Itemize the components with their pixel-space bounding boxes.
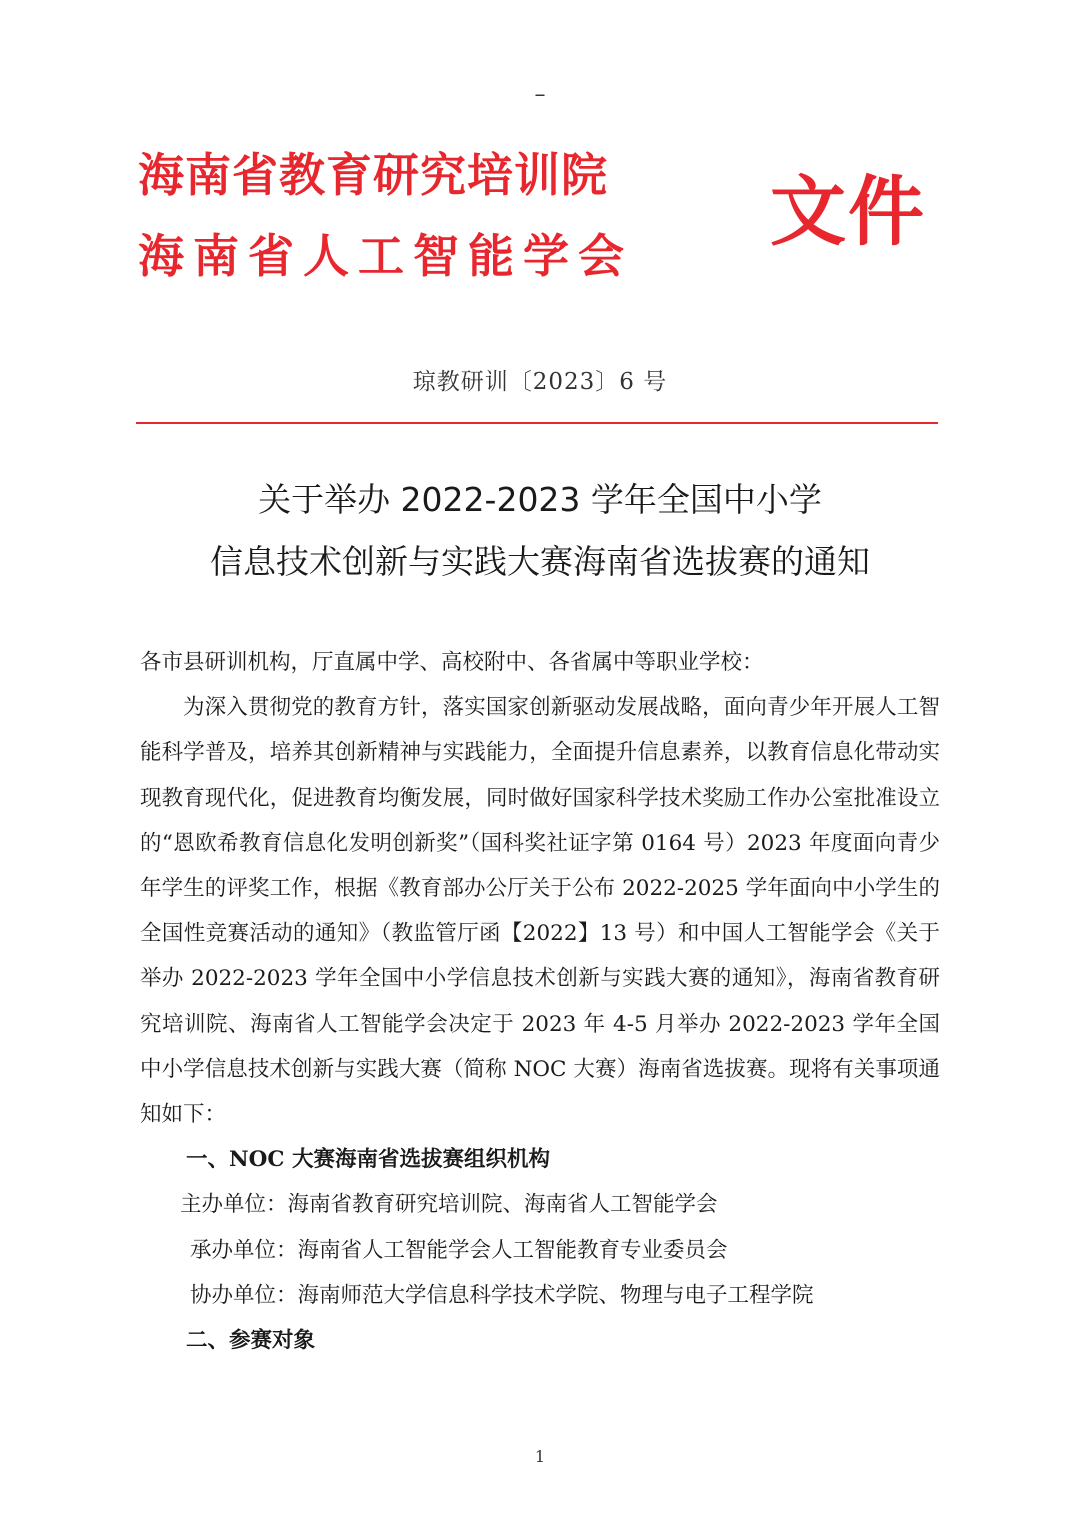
issuer-name-education-institute: 海南省教育研究培训院 [138,148,608,202]
issuer-name-ai-society: 海南省人工智能学会 [138,229,633,283]
page-top-mark: – [534,82,546,107]
document-number: 琼教研训〔2023〕6 号 [412,369,668,395]
notice-body [140,640,940,1363]
red-header-divider [136,422,938,424]
undertaker-line: 承办单位：海南省人工智能学会人工智能教育专业委员会 [190,1237,728,1263]
document-label: 文件 [770,167,926,256]
section-heading-participants: 二、参赛对象 [186,1328,316,1354]
section-heading-organization: 一、NOC 大赛海南省选拔赛组织机构 [186,1147,550,1173]
notice-title-line-1: 关于举办 2022-2023 学年全国中小学 [258,480,822,519]
intro-paragraph: 为深入贯彻党的教育方针，落实国家创新驱动发展战略，面向青少年开展人工智能科学普及，培养其创新精神与实践能力，全面提升信息素养，以教育信息化带动实现教育现代化，促进教育均衡发展，同时做好国家科学技术奖励工作办公室批准设立的“恩欧希教育信息化发明创新奖”（国科奖社证字第 0164 号）2023 年度面向青少年学生的评奖工作，根据《教育部办公厅关于公布 2022-2025 学年面向中小学生的全国性竞赛活动的通知》（教监管厅函【2022】13 号）和中国人工智能学会《关于举办 2022-2023 学年全国中小学信息技术创新与实践大赛的通知》，海南省教育研究培训院、海南省人工智能学会决定于 2023 年 4-5 月举办 2022-2023 学年全国中小学信息技术创新与实践大赛（简称 NOC 大赛）海南省选拔赛。现将有关事项通知如下： [140,695,940,1128]
page-number: 1 [534,1447,546,1466]
organizer-line: 主办单位：海南省教育研究培训院、海南省人工智能学会 [180,1192,718,1218]
notice-title-line-2: 信息技术创新与实践大赛海南省选拔赛的通知 [210,542,870,581]
co-organizer-line: 协办单位：海南师范大学信息科学技术学院、物理与电子工程学院 [190,1282,814,1308]
salutation: 各市县研训机构，厅直属中学、高校附中、各省属中等职业学校： [140,650,764,675]
